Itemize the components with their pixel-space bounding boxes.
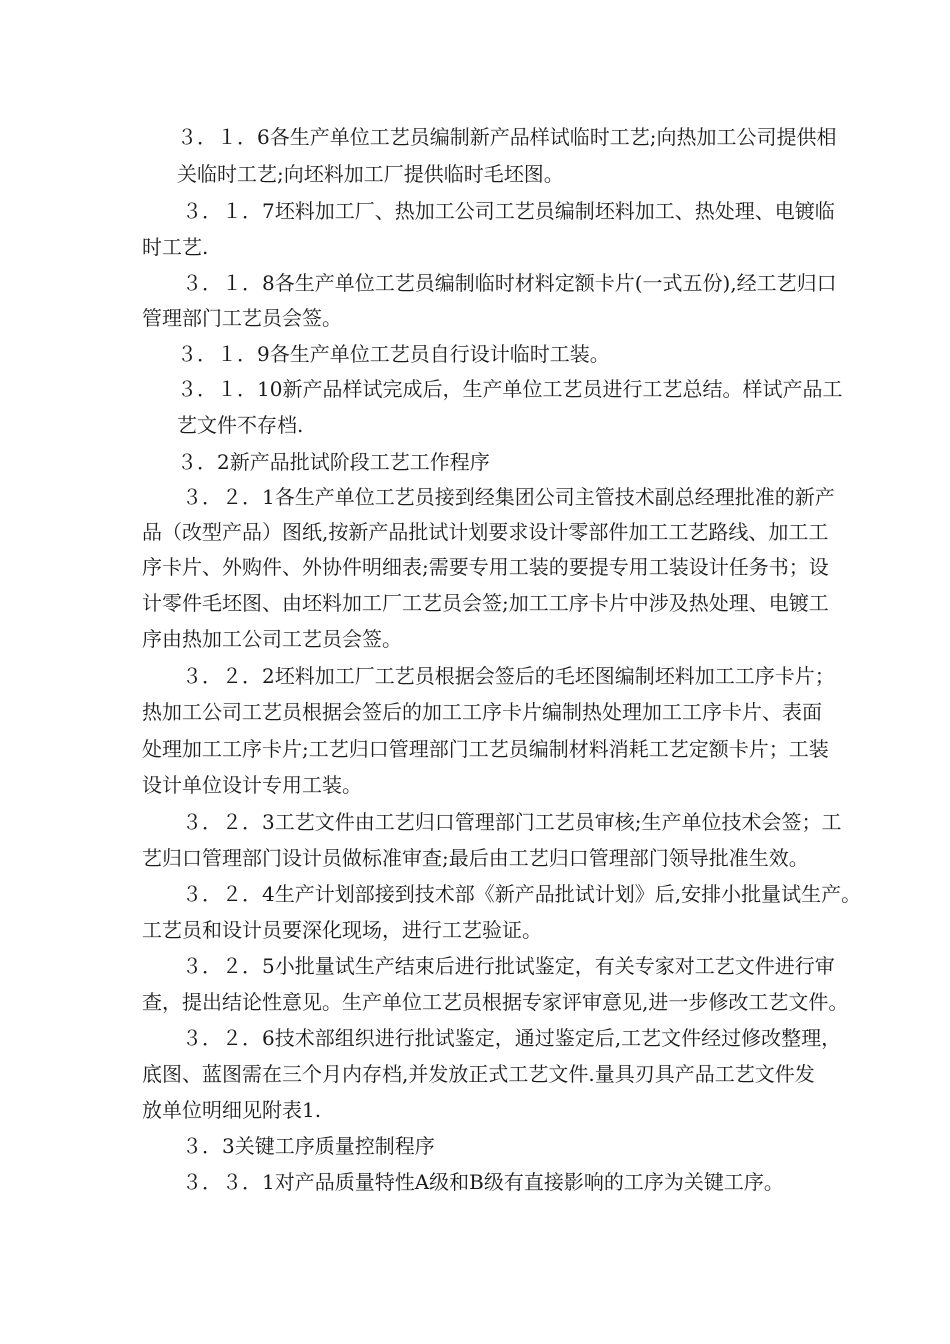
text-line: ３．２．3工艺文件由工艺归口管理部门工艺员审核;生产单位技术会签；工 bbox=[182, 810, 842, 834]
text-line: ３．２．4生产计划部接到技术部《新产品批试计划》后,安排小批量试生产。 bbox=[182, 882, 862, 906]
text-line: ３．２．5小批量试生产结束后进行批试鉴定，有关专家对工艺文件进行审 bbox=[182, 954, 835, 978]
text-line: 处理加工工序卡片;工艺归口管理部门工艺员编制材料消耗工艺定额卡片；工装 bbox=[142, 737, 829, 761]
text-line: ３．２．1各生产单位工艺员接到经集团公司主管技术副总经理批准的新产 bbox=[182, 485, 835, 509]
text-line: 艺文件不存档. bbox=[177, 413, 304, 437]
text-line: 底图、蓝图需在三个月内存档,并发放正式工艺文件.量具刃具产品工艺文件发 bbox=[142, 1062, 815, 1086]
text-line: 时工艺. bbox=[142, 235, 209, 259]
text-line: ３．１．9各生产单位工艺员自行设计临时工装。 bbox=[177, 342, 610, 366]
text-line: 品（改型产品）图纸,按新产品批试计划要求设计零部件加工工艺路线、加工工 bbox=[142, 520, 829, 544]
text-line: ３．１．8各生产单位工艺员编制临时材料定额卡片(一式五份),经工艺归口 bbox=[182, 271, 837, 295]
text-line: ３．３．1对产品质量特性A级和B级有直接影响的工序为关键工序。 bbox=[182, 1170, 784, 1194]
text-line: 查，提出结论性意见。生产单位工艺员根据专家评审意见,进一步修改工艺文件。 bbox=[142, 990, 849, 1014]
text-line: 管理部门工艺员会签。 bbox=[142, 306, 342, 330]
text-line: 工艺员和设计员要深化现场，进行工艺验证。 bbox=[142, 918, 542, 942]
text-line: ３．２．6技术部组织进行批试鉴定，通过鉴定后,工艺文件经过修改整理， bbox=[182, 1026, 842, 1050]
text-line: 计零件毛坯图、由坯料加工厂工艺员会签;加工工序卡片中涉及热处理、电镀工 bbox=[142, 591, 829, 615]
text-line: 序卡片、外购件、外协件明细表;需要专用工装的要提专用工装设计任务书；设 bbox=[142, 555, 829, 579]
text-line: ３．２．2坯料加工厂工艺员根据会签后的毛坯图编制坯料加工工序卡片； bbox=[182, 664, 835, 688]
text-line: ３．3关键工序质量控制程序 bbox=[182, 1134, 435, 1158]
text-line: 放单位明细见附表1. bbox=[142, 1098, 322, 1122]
text-line: 关临时工艺;向坯料加工厂提供临时毛坯图。 bbox=[177, 162, 564, 186]
text-line: 序由热加工公司工艺员会签。 bbox=[142, 627, 402, 651]
text-line: ３．１．10新产品样试完成后，生产单位工艺员进行工艺总结。样试产品工 bbox=[177, 377, 843, 401]
text-line: ３．１．6各生产单位工艺员编制新产品样试临时工艺;向热加工公司提供相 bbox=[177, 125, 837, 149]
text-line: 艺归口管理部门设计员做标准审查;最后由工艺归口管理部门领导批准生效。 bbox=[142, 846, 809, 870]
text-line: 设计单位设计专用工装。 bbox=[142, 773, 362, 797]
text-line: ３．2新产品批试阶段工艺工作程序 bbox=[177, 450, 490, 474]
text-line: 热加工公司工艺员根据会签后的加工工序卡片编制热处理加工工序卡片、表面 bbox=[142, 700, 822, 724]
text-line: ３．１．7坯料加工厂、热加工公司工艺员编制坯料加工、热处理、电镀临 bbox=[182, 199, 835, 223]
